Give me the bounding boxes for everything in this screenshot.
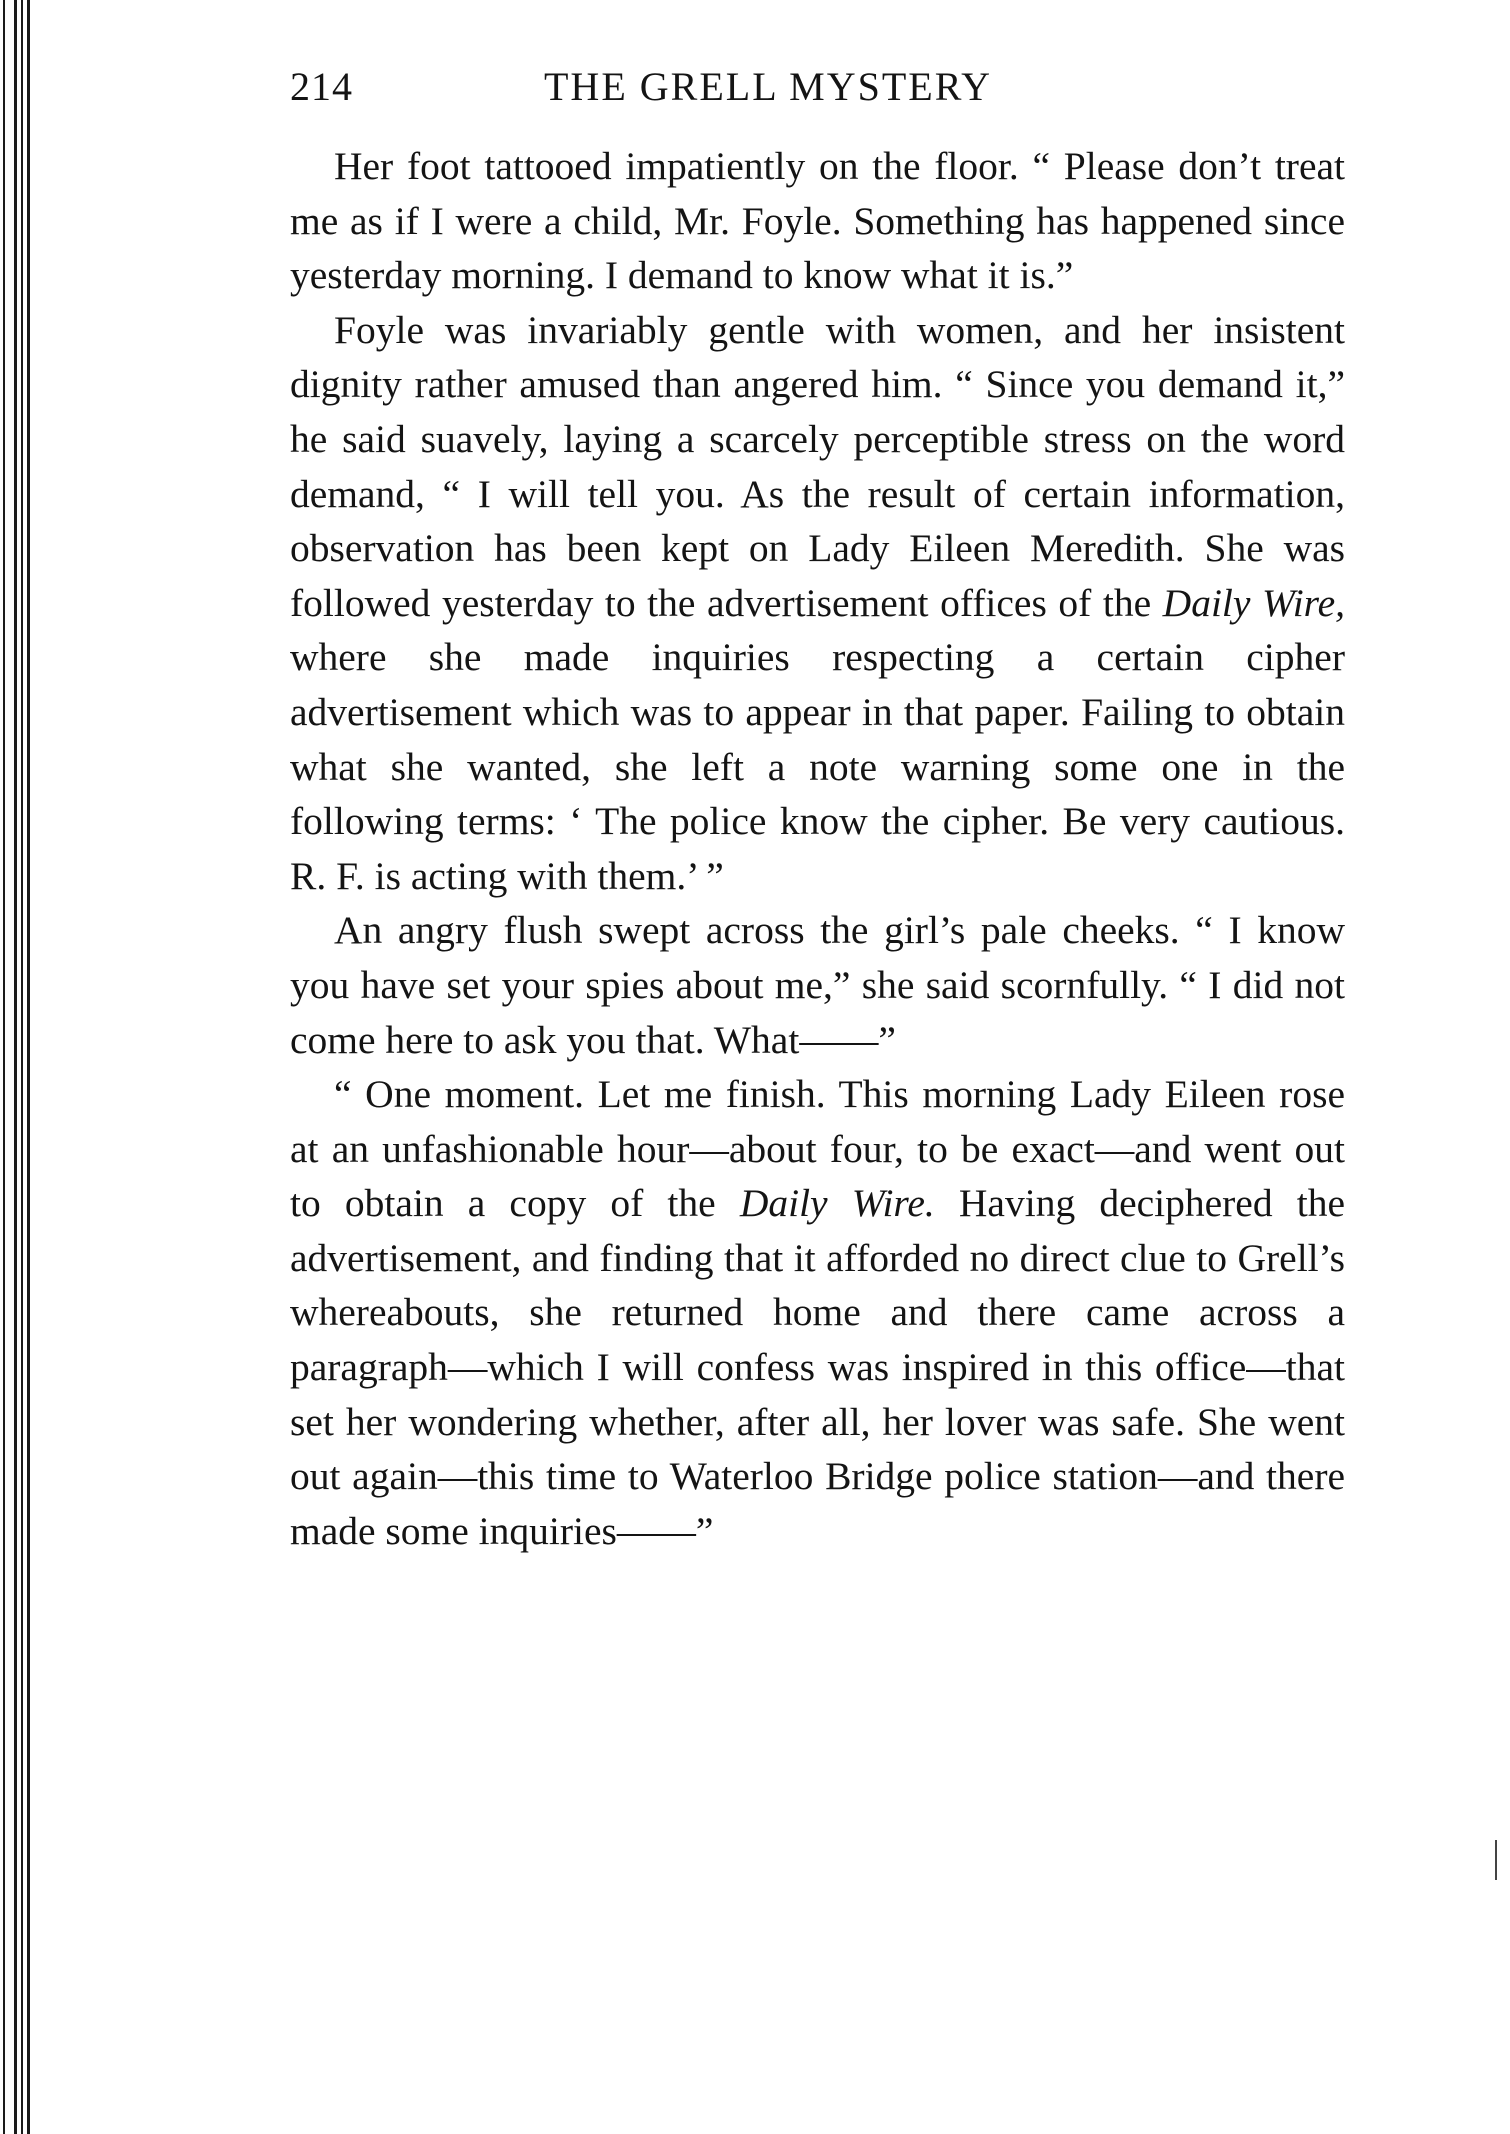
page-number: 214 xyxy=(290,64,353,109)
italic-newspaper-title: Daily Wire, xyxy=(1162,580,1345,625)
body-text xyxy=(290,139,1345,1558)
scan-mark xyxy=(1495,1840,1497,1880)
book-page xyxy=(290,55,1345,1558)
paragraph: “ One moment. Let me finish. This morning Lady Eileen rose at an unfashionable hour—about four, to be exact—and went out to obtain a copy of the Daily Wire. Having deciphered the advertisement, and finding that it afforded no direct clue to Grell’s whereabouts, she returned home and there came across a paragraph—which I will confess was inspired in this office—that set her wondering whether, after all, her lover was safe. She went out again—this time to Waterloo Bridge police station—and there made some inquiries——” xyxy=(290,1072,1345,1553)
page-gutter-edge xyxy=(0,0,40,2134)
book-title: THE GRELL MYSTERY xyxy=(544,64,993,109)
running-head xyxy=(290,55,1345,119)
paragraph: An angry flush swept across the girl’s pale cheeks. “ I know you have set your spies about me,” she said scornfully. “ I did not come here to ask you that. What——” xyxy=(290,908,1345,1062)
paragraph: Her foot tattooed impatiently on the floor. “ Please don’t treat me as if I were a child, Mr. Foyle. Something has happened since yesterday morning. I demand to know what it is.” xyxy=(290,144,1345,298)
paragraph: Foyle was invariably gentle with women, and her insistent dignity rather amused than angered him. “ Since you demand it,” he said suavely, laying a scarcely perceptible stress on the word demand, “ I will tell you. As the result of certain information, observation has been kept on Lady Eileen Meredith. She was followed yesterday to the advertisement offices of the Daily Wire, where she made inquiries respecting a certain cipher advertisement which was to appear in that paper. Failing to obtain what she wanted, she left a note warning some one in the following terms: ‘ The police know the cipher. Be very cautious. R. F. is acting with them.’ ” xyxy=(290,307,1345,898)
italic-newspaper-title: Daily Wire. xyxy=(739,1181,935,1226)
